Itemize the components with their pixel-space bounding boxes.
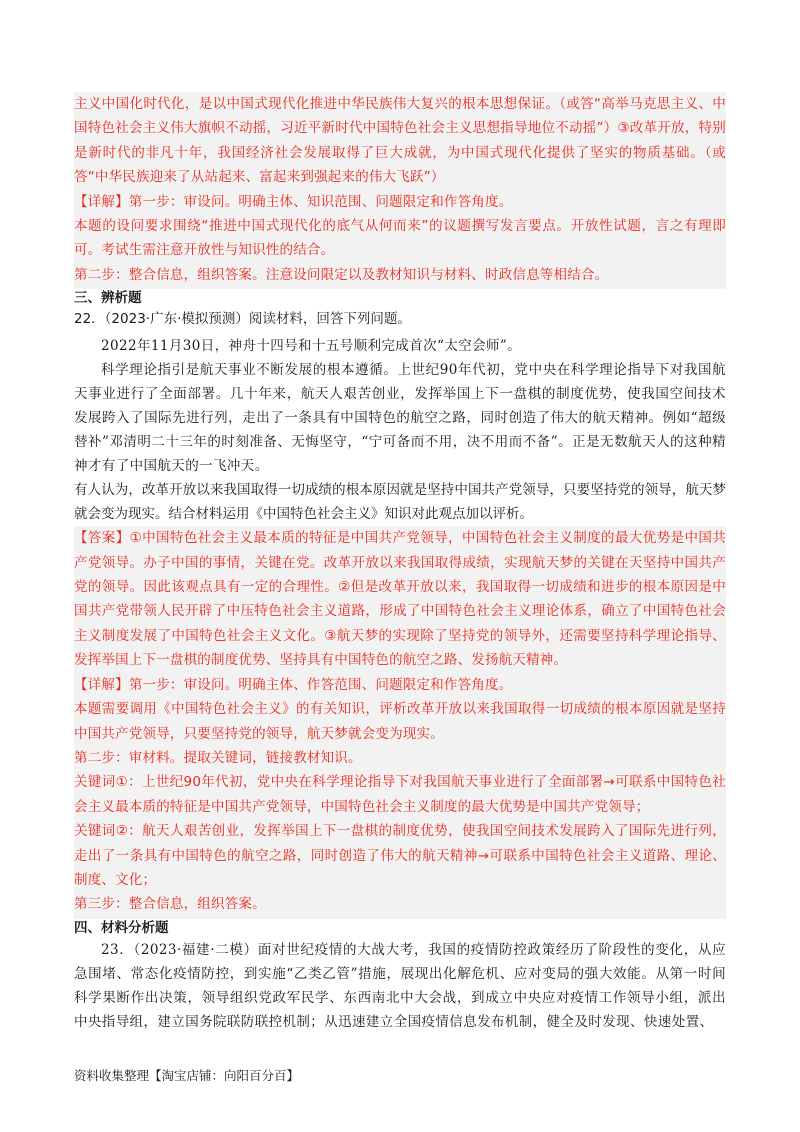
q22-detail-text: 本题需要调用《中国特色社会主义》的有关知识，评析改革开放以来我国取得一切成绩的根本原因就是坚持中国共产党领导，只要坚持党的领导，航天梦就会变为现实。 [74, 701, 726, 742]
previous-answer-block [74, 92, 726, 289]
q22-material-p2: 科学理论指引是航天事业不断发展的根本遵循。上世纪90年代初，党中央在科学理论指导下对我国航天事业进行了全面部署。几十年来，航天人艰苦创业，发挥举国上下一盘棋的制度优势，使我国空间技术发展跨入了国际先进行列，走出了一条具有中国特色的航空之路，同时创造了伟大的航天精神。例如“超级替补”邓清明二十三年的时刻准备、无悔坚守，“宁可备而不用，决不用而不备”。正是无数航天人的这种精神才有了中国航天的一飞冲天。 [74, 362, 726, 475]
q22-step2: 第二步：审材料。提取关键词，链接教材知识。 [74, 749, 362, 766]
q22-question: 有人认为，改革开放以来我国取得一切成绩的根本原因就是坚持中国共产党领导，只要坚持党的领导，航天梦就会变为现实。结合材料运用《中国特色社会主义》知识对此观点加以评析。 [74, 482, 726, 523]
previous-step2: 第二步：整合信息，组织答案。注意设问限定以及教材知识与材料、时政信息等相结合。 [74, 266, 609, 283]
q22-answer-block [74, 526, 726, 919]
q22-intro: 22．（2023·广东·模拟预测）阅读材料，回答下列问题。 [74, 311, 411, 328]
detail-label: 【详解】 [74, 676, 129, 693]
q22-material-p1: 2022年11月30日，神舟十四号和十五号顺利完成首次“太空会师”。 [101, 338, 522, 355]
section4-title: 四、材料分析题 [74, 919, 169, 936]
answer-label: 【答案】 [74, 530, 130, 547]
q22-keyword2: 关键词②：航天人艰苦创业，发挥举国上下一盘棋的制度优势，使我国空间技术发展跨入了国际先进行列，走出了一条具有中国特色的航空之路，同时创造了伟大的航天精神→可联系中国特色社会主义道路、理论、制度、文化； [74, 823, 726, 888]
q22-detail-line [74, 673, 726, 697]
previous-detail-text: 本题的设问要求围绕“推进中国式现代化的底气从何而来”的议题撰写发言要点。开放性试题，言之有理即可。考试生需注意开放性与知识性的结合。 [74, 218, 726, 259]
answer-text: ①中国特色社会主义最本质的特征是中国共产党领导，中国特色社会主义制度的最大优势是中国共产党领导。办子中国的事情，关键在党。改革开放以来我国取得成绩，实现航天梦的关键在天坚持中国共产党的领导。因此该观点具有一定的合理性。②但是改革开放以来，我国取得一切成绩和进步的根本原因是中国共产党带领人民开辟了中压特色社会主义道路，形成了中国特色社会主义理论体系，确立了中国特色社会主义制度发展了中国特色社会主义文化。③航天梦的实现除了坚持党的领导外，还需要坚持科学理论指导、发挥举国上下一盘棋的制度优势、坚持具有中国特色的航空之路、发扬航天精神。 [74, 530, 726, 669]
q22-step3: 第三步：整合信息，组织答案。 [74, 896, 266, 913]
previous-detail-line [74, 190, 726, 214]
detail-step1: 第一步：审设问。明确主体、知识范围、问题限定和作答角度。 [128, 193, 513, 210]
q22-keyword1: 关键词①：上世纪90年代初，党中央在科学理论指导下对我国航天事业进行了全面部署→可联系中国特色社会主义最本质的特征是中国共产党领导，中国特色社会主义制度的最大优势是中国共产党领导； [74, 774, 726, 815]
section3-title: 三、辨析题 [74, 290, 142, 307]
q23-intro: 23．（2023·福建·二模）面对世纪疫情的大战大考，我国的疫情防控政策经历了阶段性的变化，从应急围堵、常态化疫情防控，到实施“乙类乙管”措施，展现出化解危机、应对变局的强大效能。从第一时间科学果断作出决策，领导组织党政军民学、东西南北中大会战，到成立中央应对疫情工作领导小组，派出中央指导组，建立国务院联防联控机制；从迅速建立全国疫情信息发布机制，健全及时发现、快速处置、 [74, 941, 726, 1030]
detail-label: 【详解】 [74, 193, 129, 210]
q22-answer [74, 526, 726, 672]
previous-answer-text: 主义中国化时代化，是以中国式现代化推进中华民族伟大复兴的根本思想保证。（或答“高举马克思主义、中国特色社会主义伟大旗帜不动摇，习近平新时代中国特色社会主义思想指导地位不动摇”）③改革开放，特别是新时代的非凡十年，我国经济社会发展取得了巨大成就，为中国式现代化提供了坚实的物质基础。（或答“中华民族迎来了从站起来、富起来到强起来的伟大飞跃”） [74, 96, 726, 186]
document-page [74, 92, 726, 1034]
footer-note: 资料收集整理【淘宝店铺：向阳百分百】 [74, 1068, 300, 1083]
detail-step1: 第一步：审设问。明确主体、作答范围、问题限定和作答角度。 [128, 676, 513, 693]
